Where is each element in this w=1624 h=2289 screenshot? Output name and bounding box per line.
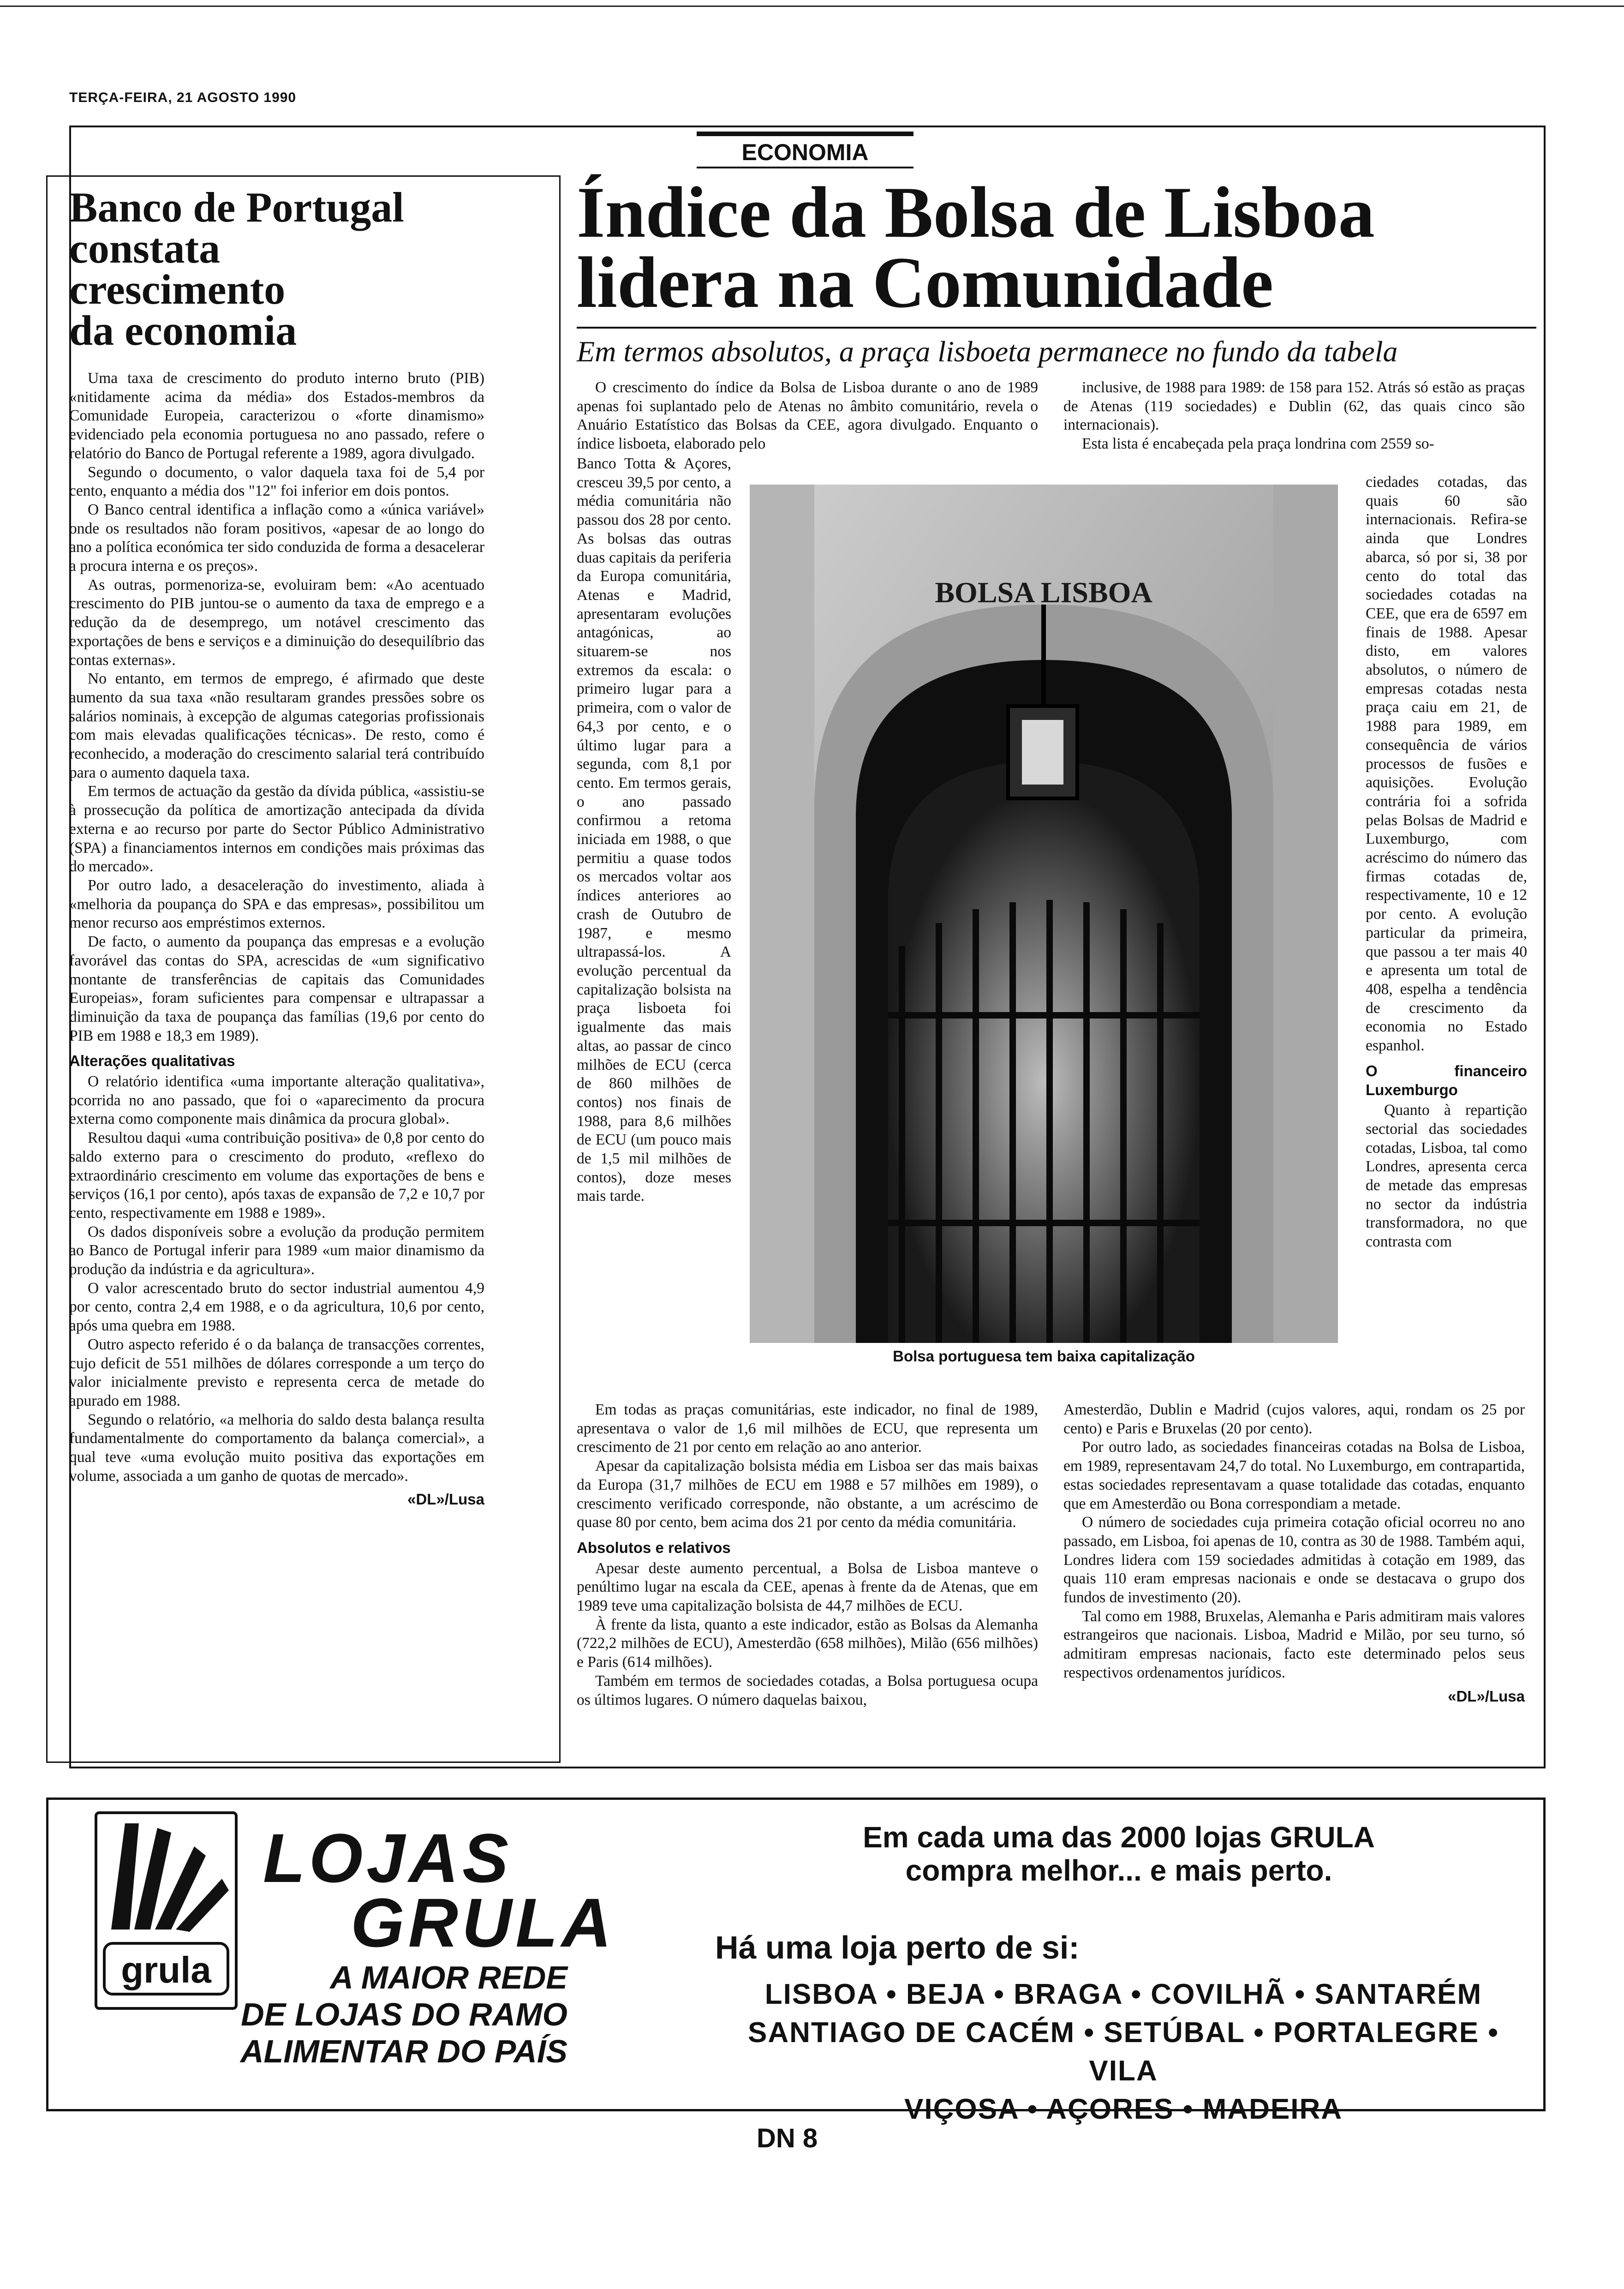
paragraph: Por outro lado, a desaceleração do investimento, aliada à «melhoria da poupança do SPA e das empresas», possibilitou um menor recurso aos empréstimos externos.	[69, 876, 484, 932]
paragraph: Banco Totta & Açores, cresceu 39,5 por cento, a média comunitária não passou dos 28 por cento. As bolsas das outras duas capitais da periferia da Europa comunitária, Atenas e Madrid, apresentaram evoluções antagónicas, ao situarem-se nos extremos da escala: o primeiro lugar para a primeira, com o valor de 64,3 por cento, e o último lugar para a segunda, com 8,1 por cento. Em termos gerais, o ano passado confirmou a retoma iniciada em 1988, o que permitiu a quase todos os mercados voltar aos índices anteriores ao crash de Outubro de 1987, e mesmo ultrapassá-los. A evolução percentual da capitalização bolsista na praça lisboeta foi igualmente das mais altas, ao passar de cinco milhões de ECU (cerca de 860 milhões de contos) nos finais de 1988, para 8,6 milhões de ECU (um pouco mais de 1,5 mil milhões de contos), doze meses mais tarde.	[577, 455, 731, 1205]
issue-date: TERÇA-FEIRA, 21 AGOSTO 1990	[69, 90, 297, 105]
paragraph: Apesar deste aumento percentual, a Bolsa de Lisboa manteve o penúltimo lugar na escala da CEE, apenas à frente da de Atenas, que em 1989 teve uma capitalização bolsista de 44,7 milhões de ECU.	[577, 1559, 1038, 1615]
paragraph: inclusive, de 1988 para 1989: de 158 para 152. Atrás só estão as praças de Atenas (119 sociedades) e Dublin (62, das quais cinco são internacionais).	[1063, 379, 1525, 434]
paragraph: Segundo o relatório, «a melhoria do saldo desta balança resulta fundamentalmente do comportamento da balança comercial», a qual teve «uma evolução muito positiva das exportações em volume, associada a um ganho de quotas de mercado».	[69, 1411, 484, 1485]
headline-rule	[577, 327, 1536, 329]
tagline-line: compra melhor... e mais perto.	[905, 1854, 1332, 1887]
title-line: constata	[69, 225, 221, 272]
ad-lojas: LOJAS	[263, 1819, 513, 1897]
page-number: DN 8	[757, 2123, 818, 2153]
slogan-line: A MAIOR REDE	[330, 1959, 567, 1995]
ad-near-you: Há uma loja perto de si:	[715, 1929, 1080, 1965]
subheading: Absolutos e relativos	[577, 1539, 731, 1556]
paragraph: Outro aspecto referido é o da balança de transacções correntes, cujo deficit de 551 milhões de dólares corresponde a um terço do valor inicialmente previsto e representa cerca de metade do apurado em 1988.	[69, 1336, 484, 1409]
cities-line: VIÇOSA • AÇORES • MADEIRA	[904, 2093, 1343, 2125]
ad-slogan	[138, 1959, 567, 2070]
byline: «DL»/Lusa	[1448, 1687, 1525, 1705]
title-line: da economia	[69, 307, 297, 354]
title-line: crescimento	[69, 266, 286, 313]
paragraph: O crescimento do índice da Bolsa de Lisboa durante o ano de 1989 apenas foi suplantado pelo de Atenas no âmbito comunitário, revela o Anuário Estatístico das Bolsas da CEE, agora divulgado. Enquanto o índice lisboeta, elaborado pelo	[577, 379, 1038, 453]
paragraph: Segundo o documento, o valor daquela taxa foi de 5,4 por cento, enquanto a média dos "12" foi inferior em dois pontos.	[69, 463, 484, 500]
title-line: Banco de Portugal	[69, 184, 404, 231]
left-article-body	[69, 369, 484, 1509]
byline: «DL»/Lusa	[407, 1491, 484, 1508]
paragraph: As outras, pormenoriza-se, evoluiram bem: «Ao acentuado crescimento do PIB juntou-se o aumento da taxa de emprego e a redução da de desemprego, um notável crescimento das exportações de bens e serviços e a diminuição do desequilíbrio das contas externas».	[69, 576, 484, 669]
subheading: Alterações qualitativas	[69, 1052, 235, 1070]
left-article-title	[69, 184, 544, 354]
paragraph: Resultou daqui «uma contribuição positiva» de 0,8 por cento do saldo externo para o crescimento do produto, «reflexo do extraordinário crescimento em volume das exportações de bens e serviços (16,1 por cento), após taxas de expansão de 7,2 e 10,7 por cento, respectivamente em 1988 e 1989».	[69, 1129, 484, 1222]
paragraph: Também em termos de sociedades cotadas, a Bolsa portuguesa ocupa os últimos lugares. O número daquelas baixou,	[577, 1672, 1038, 1708]
paragraph: Em todas as praças comunitárias, este indicador, no final de 1989, apresentava o valor de 1,6 mil milhões de ECU, que representa um crescimento de 21 por cento em relação ao ano anterior.	[577, 1401, 1038, 1456]
paragraph: Amesterdão, Dublin e Madrid (cujos valores, aqui, rondam os 25 por cento) e Paris e Bruxelas (20 por cento).	[1063, 1401, 1525, 1437]
main-col1-intro	[577, 378, 1038, 452]
paragraph: Em termos de actuação da gestão da dívida pública, «assistiu-se à prossecução da política de amortização antecipada da dívida externa e ao recurso por parte do Sector Público Administrativo (SPA) a financiamentos internos em condições mais próximas das do mercado».	[69, 783, 484, 875]
paragraph: À frente da lista, quanto a este indicador, estão as Bolsas da Alemanha (722,2 milhões de ECU), Amesterdão (658 milhões), Milão (656 milhões) e Paris (614 milhões).	[577, 1616, 1038, 1671]
main-col1-narrow	[577, 455, 731, 1206]
slogan-line: ALIMENTAR DO PAÍS	[240, 2033, 567, 2069]
ad-tagline	[715, 1821, 1522, 1887]
main-subheadline: Em termos absolutos, a praça lisboeta permanece no fundo da tabela	[577, 335, 1398, 368]
cities-line: LISBOA • BEJA • BRAGA • COVILHÃ • SANTARÉM	[764, 1978, 1482, 2010]
tagline-line: Em cada uma das 2000 lojas GRULA	[863, 1821, 1375, 1854]
paragraph: O valor acrescentado bruto do sector industrial aumentou 4,9 por cento, contra 2,4 em 1988, e o da agricultura, 10,6 por cento, após uma quebra em 1988.	[69, 1279, 484, 1335]
bolsa-photo	[750, 485, 1338, 1343]
paragraph: Apesar da capitalização bolsista média em Lisboa ser das mais baixas da Europa (31,7 milhões de ECU em 1988 e 57 milhões em 1989), o crescimento verificado corresponde, não obstante, a um acréscimo de quase 80 por cento, bem acima dos 21 por cento da média comunitária.	[577, 1457, 1038, 1531]
bolsa-doorway-image	[750, 485, 1338, 1343]
top-rule	[0, 6, 1624, 7]
section-label: ECONOMIA	[697, 132, 914, 168]
ad-cities	[715, 1975, 1532, 2128]
headline-line: lidera na Comunidade	[577, 242, 1274, 323]
headline-line: Índice da Bolsa de Lisboa	[577, 172, 1375, 253]
paragraph: Por outro lado, as sociedades financeiras cotadas na Bolsa de Lisboa, em 1989, representavam 24,7 do total. No Luxemburgo, em contrapartida, estas sociedades representavam a quase totalidade das cotadas, enquanto que em Amesterdão ou Bona correspondiam a metade.	[1063, 1438, 1525, 1512]
main-headline	[577, 172, 1536, 323]
main-col2-intro	[1063, 378, 1525, 454]
paragraph: O relatório identifica «uma importante alteração qualitativa», ocorrida no ano passado, que foi o «aparecimento da procura externa como componente mais dinâmica da procura global».	[69, 1073, 484, 1128]
logo-word: grula	[121, 1949, 211, 1990]
paragraph: ciedades cotadas, das quais 60 são internacionais. Refira-se ainda que Londres abarca, só por si, 38 por cento do total das sociedades cotadas na CEE, que era de 6597 em finais de 1988. Apesar disto, em valores absolutos, o número de empresas cotadas nesta praça caiu em 21, de 1988 para 1989, em consequência de vários processos de fusões e aquisições. Evolução contrária foi a sofrida pelas Bolsas de Madrid e Luxemburgo, com acréscimo do número das firmas cotadas de, respectivamente, 10 e 12 por cento. A evolução particular da primeira, que passou a ter mais 40 e apresenta um total de 408, espelha a tendência de crescimento da economia no Estado espanhol.	[1366, 473, 1527, 1055]
main-col2-narrow	[1366, 473, 1527, 1252]
cities-line: SANTIAGO DE CACÉM • SETÚBAL • PORTALEGRE • VILA	[747, 2017, 1499, 2087]
paragraph: O Banco central identifica a inflação como a «única variável» onde os resultados não foram positivos, «apesar de ao longo do ano a política económica ter sido conduzida de forma a desacelerar a procura interna e os preços».	[69, 501, 484, 575]
paragraph: Esta lista é encabeçada pela praça londrina com 2559 so-	[1082, 435, 1434, 453]
paragraph: De facto, o aumento da poupança das empresas e a evolução favorável das contas do SPA, acrescidas de «um significativo montante de transferências de capitais das Comunidades Europeias», foram suficientes para compensar e ultrapassar a diminuição da taxa de poupança das famílias (19,6 por cento do PIB em 1988 e 18,3 em 1989).	[69, 933, 484, 1044]
paragraph: Uma taxa de crescimento do produto interno bruto (PIB) «nitidamente acima da média» dos Estados-membros da Comunidade Europeia, caracterizou o «forte dinamismo» evidenciado pela economia portuguesa no ano passado, refere o relatório do Banco de Portugal referente a 1989, agora divulgado.	[69, 370, 484, 462]
photo-caption: Bolsa portuguesa tem baixa capitalização	[893, 1348, 1195, 1365]
paragraph: Quanto à repartição sectorial das sociedades cotadas, Lisboa, tal como Londres, apresenta cerca de metade das empresas no sector da indústria transformadora, no que contrasta com	[1366, 1102, 1527, 1251]
subheading: O financeiro Luxemburgo	[1366, 1062, 1527, 1098]
main-col1-lower	[577, 1401, 1038, 1709]
photo-sign-text: BOLSA LISBOA	[935, 576, 1152, 609]
paragraph: Os dados disponíveis sobre a evolução da produção permitem ao Banco de Portugal inferir para 1989 «um maior dinamismo da produção da indústria e da agricultura».	[69, 1223, 484, 1278]
slogan-line: DE LOJAS DO RAMO	[241, 1996, 567, 2032]
main-col2-lower	[1063, 1401, 1525, 1706]
paragraph: No entanto, em termos de emprego, é afirmado que deste aumento da sua taxa «não resultaram grandes pressões sobre os salários nominais, à excepção de algumas categorias profissionais com mais elevadas qualificações técnicas». De resto, como é reconhecido, a moderação do crescimento salarial terá contribuído para o aumento daquela taxa.	[69, 670, 484, 781]
paragraph: O número de sociedades cuja primeira cotação oficial ocorreu no ano passado, em Lisboa, foi apenas de 10, contra as 30 de 1988. Também aqui, Londres lidera com 159 sociedades admitidas à cotação em 1989, das quais 110 eram empresas nacionais e onde se destacava o grupo dos fundos de investimento (20).	[1063, 1514, 1525, 1606]
ad-grula: GRULA	[351, 1884, 615, 1961]
paragraph: Tal como em 1988, Bruxelas, Alemanha e Paris admitiram mais valores estrangeiros que nacionais. Lisboa, Madrid e Milão, por seu turno, só admitiram empresas nacionais, facto este determinado pelos seus respectivos ordenamentos jurídicos.	[1063, 1607, 1525, 1681]
